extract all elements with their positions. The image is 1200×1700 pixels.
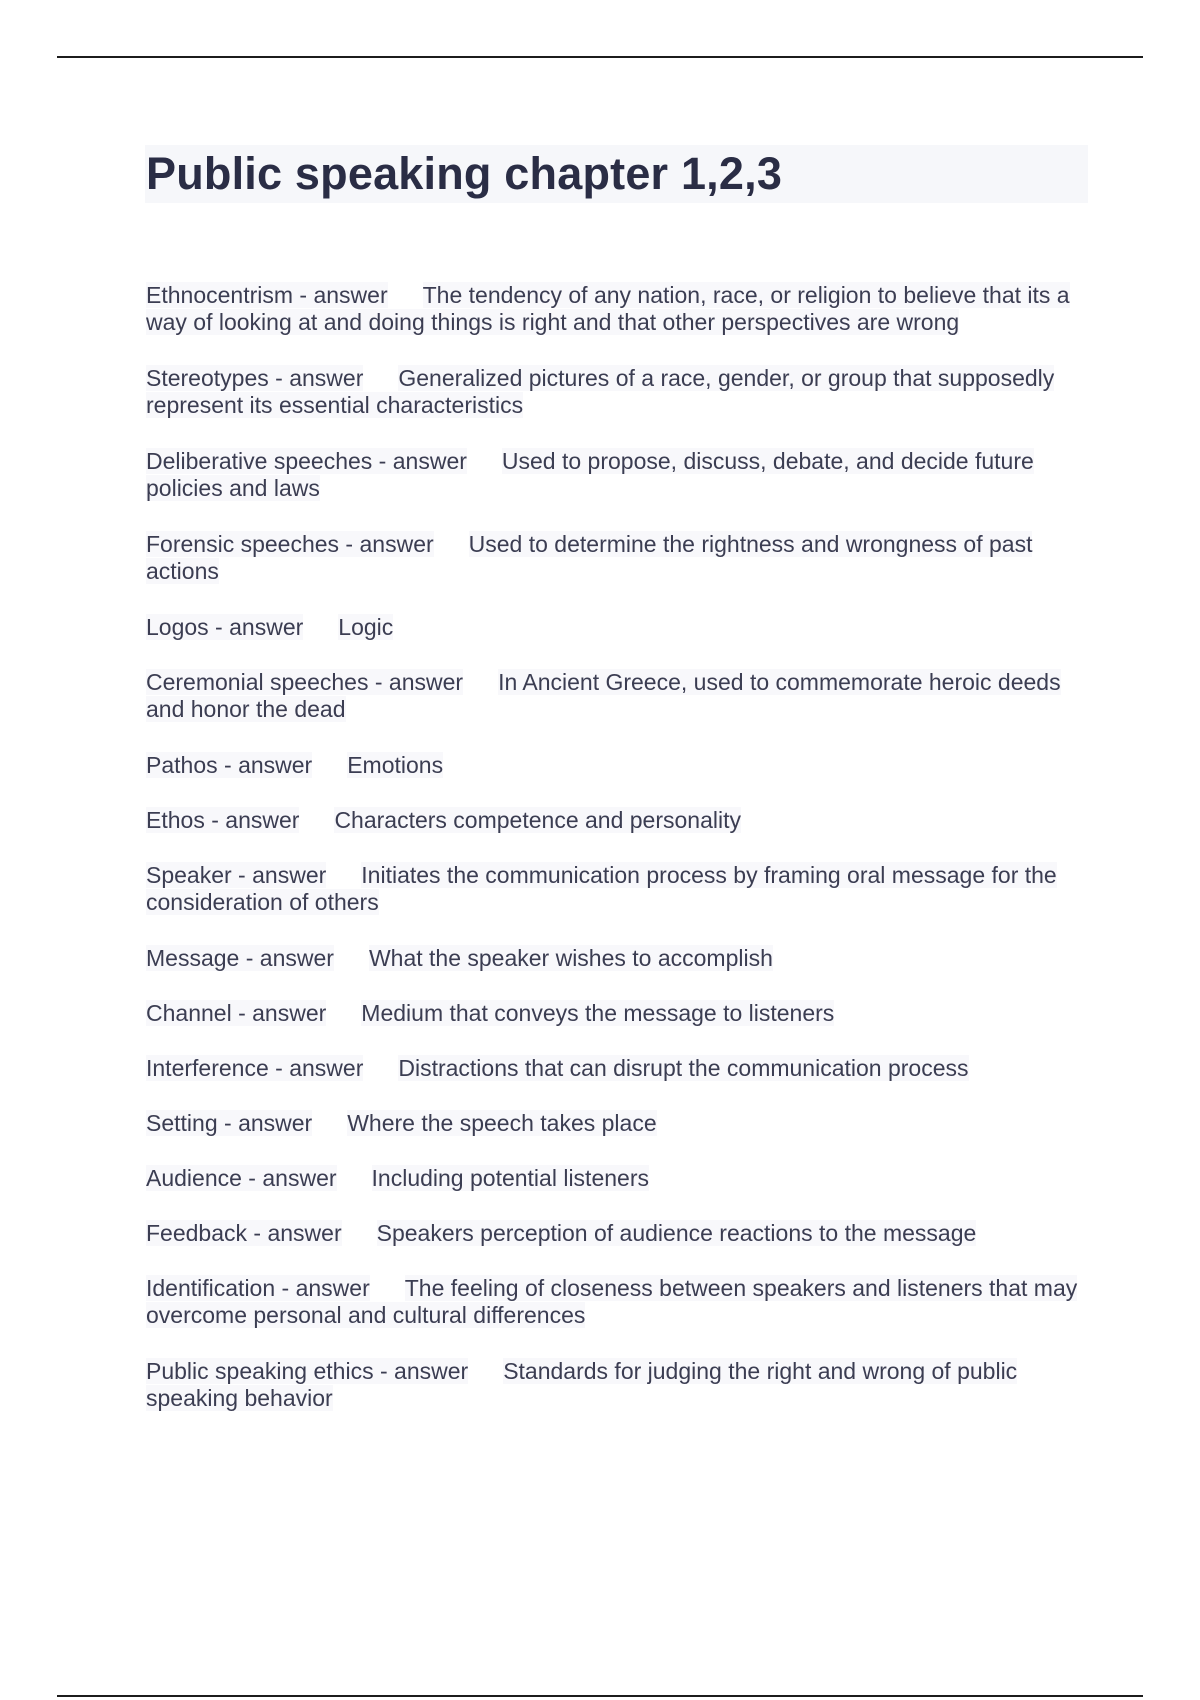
- answer-label: answer: [392, 448, 467, 474]
- card-separator: -: [247, 1220, 268, 1246]
- flashcard: [146, 807, 1091, 834]
- top-rule: [57, 56, 1143, 58]
- answer-label: answer: [359, 531, 434, 557]
- card-term: Forensic speeches: [146, 531, 340, 557]
- card-definition: Emotions: [347, 752, 444, 778]
- answer-label: answer: [259, 945, 334, 971]
- card-term: Channel: [146, 1000, 232, 1026]
- answer-label: answer: [262, 1165, 337, 1191]
- card-definition: Characters competence and personality: [334, 807, 741, 833]
- flashcard: [146, 1055, 1091, 1082]
- card-definition: Standards for judging the right and wrong of public speaking behavior: [146, 1358, 1018, 1411]
- card-definition: Including potential listeners: [371, 1165, 649, 1191]
- answer-label: answer: [388, 669, 464, 695]
- card-definition: Speakers perception of audience reactions to the message: [376, 1220, 977, 1246]
- card-separator: -: [373, 1358, 395, 1384]
- bottom-rule: [57, 1695, 1143, 1697]
- card-separator: -: [268, 365, 290, 391]
- answer-label: answer: [252, 1000, 327, 1026]
- card-term: Ceremonial speeches: [146, 669, 369, 695]
- flashcard: [146, 1220, 1091, 1247]
- card-term: Feedback: [146, 1220, 248, 1246]
- flashcard: [146, 1358, 1091, 1412]
- card-term: Message: [146, 945, 240, 971]
- card-definition: Initiates the communication process by framing oral message for the consideration of others: [146, 862, 1057, 915]
- card-definition: What the speaker wishes to accomplish: [368, 945, 773, 971]
- card-separator: -: [239, 945, 260, 971]
- card-definition: The tendency of any nation, race, or religion to believe that its a way of looking at and doing things is right and that other perspectives are wrong: [146, 282, 1070, 335]
- flashcard: [146, 1000, 1091, 1027]
- flashcard: [146, 531, 1091, 585]
- card-term: Deliberative speeches: [146, 448, 373, 474]
- card-separator: -: [231, 862, 253, 888]
- card-separator: -: [372, 448, 393, 474]
- card-definition: In Ancient Greece, used to commemorate heroic deeds and honor the dead: [146, 669, 1061, 722]
- card-definition: Where the speech takes place: [347, 1110, 657, 1136]
- card-definition: Distractions that can disrupt the communication process: [398, 1055, 969, 1081]
- card-separator: -: [217, 1110, 239, 1136]
- card-term: Logos: [146, 614, 209, 640]
- card-separator: -: [268, 1055, 290, 1081]
- card-term: Pathos: [146, 752, 218, 778]
- answer-label: answer: [238, 752, 313, 778]
- answer-label: answer: [229, 614, 304, 640]
- card-definition: Medium that conveys the message to listeners: [361, 1000, 835, 1026]
- card-term: Stereotypes: [146, 365, 269, 391]
- flashcard-list: [146, 282, 1091, 1441]
- flashcard: [146, 1110, 1091, 1137]
- card-term: Audience: [146, 1165, 242, 1191]
- answer-label: answer: [394, 1358, 469, 1384]
- answer-label: answer: [252, 862, 327, 888]
- card-term: Identification: [146, 1275, 276, 1301]
- answer-label: answer: [225, 807, 300, 833]
- flashcard: [146, 282, 1091, 336]
- flashcard: [146, 945, 1091, 972]
- card-separator: -: [339, 531, 360, 557]
- answer-label: answer: [238, 1110, 313, 1136]
- card-term: Speaker: [146, 862, 232, 888]
- answer-label: answer: [267, 1220, 342, 1246]
- card-term: Interference: [146, 1055, 269, 1081]
- page-title: Public speaking chapter 1,2,3: [146, 148, 783, 199]
- card-term: Ethnocentrism: [146, 282, 294, 308]
- card-definition: Generalized pictures of a race, gender, or group that supposedly represent its essential characteristics: [146, 365, 1055, 418]
- flashcard: [146, 448, 1091, 502]
- card-definition: Used to determine the rightness and wrongness of past actions: [146, 531, 1033, 584]
- card-separator: -: [368, 669, 389, 695]
- card-separator: -: [275, 1275, 296, 1301]
- card-separator: -: [231, 1000, 253, 1026]
- card-separator: -: [241, 1165, 263, 1191]
- card-definition: Used to propose, discuss, debate, and decide future policies and laws: [146, 448, 1034, 501]
- flashcard: [146, 752, 1091, 779]
- flashcard: [146, 862, 1091, 916]
- card-definition: The feeling of closeness between speakers and listeners that may overcome personal and cultural differences: [146, 1275, 1078, 1328]
- flashcard: [146, 1275, 1091, 1329]
- answer-label: answer: [313, 282, 388, 308]
- answer-label: answer: [295, 1275, 370, 1301]
- flashcard: [146, 669, 1091, 723]
- card-separator: -: [293, 282, 314, 308]
- card-separator: -: [204, 807, 226, 833]
- card-separator: -: [217, 752, 239, 778]
- card-term: Public speaking ethics: [146, 1358, 374, 1384]
- answer-label: answer: [289, 1055, 364, 1081]
- flashcard: [146, 365, 1091, 419]
- flashcard: [146, 1165, 1091, 1192]
- card-definition: Logic: [338, 614, 394, 640]
- card-term: Setting: [146, 1110, 218, 1136]
- answer-label: answer: [289, 365, 364, 391]
- flashcard: [146, 614, 1091, 641]
- card-separator: -: [208, 614, 230, 640]
- card-term: Ethos: [146, 807, 205, 833]
